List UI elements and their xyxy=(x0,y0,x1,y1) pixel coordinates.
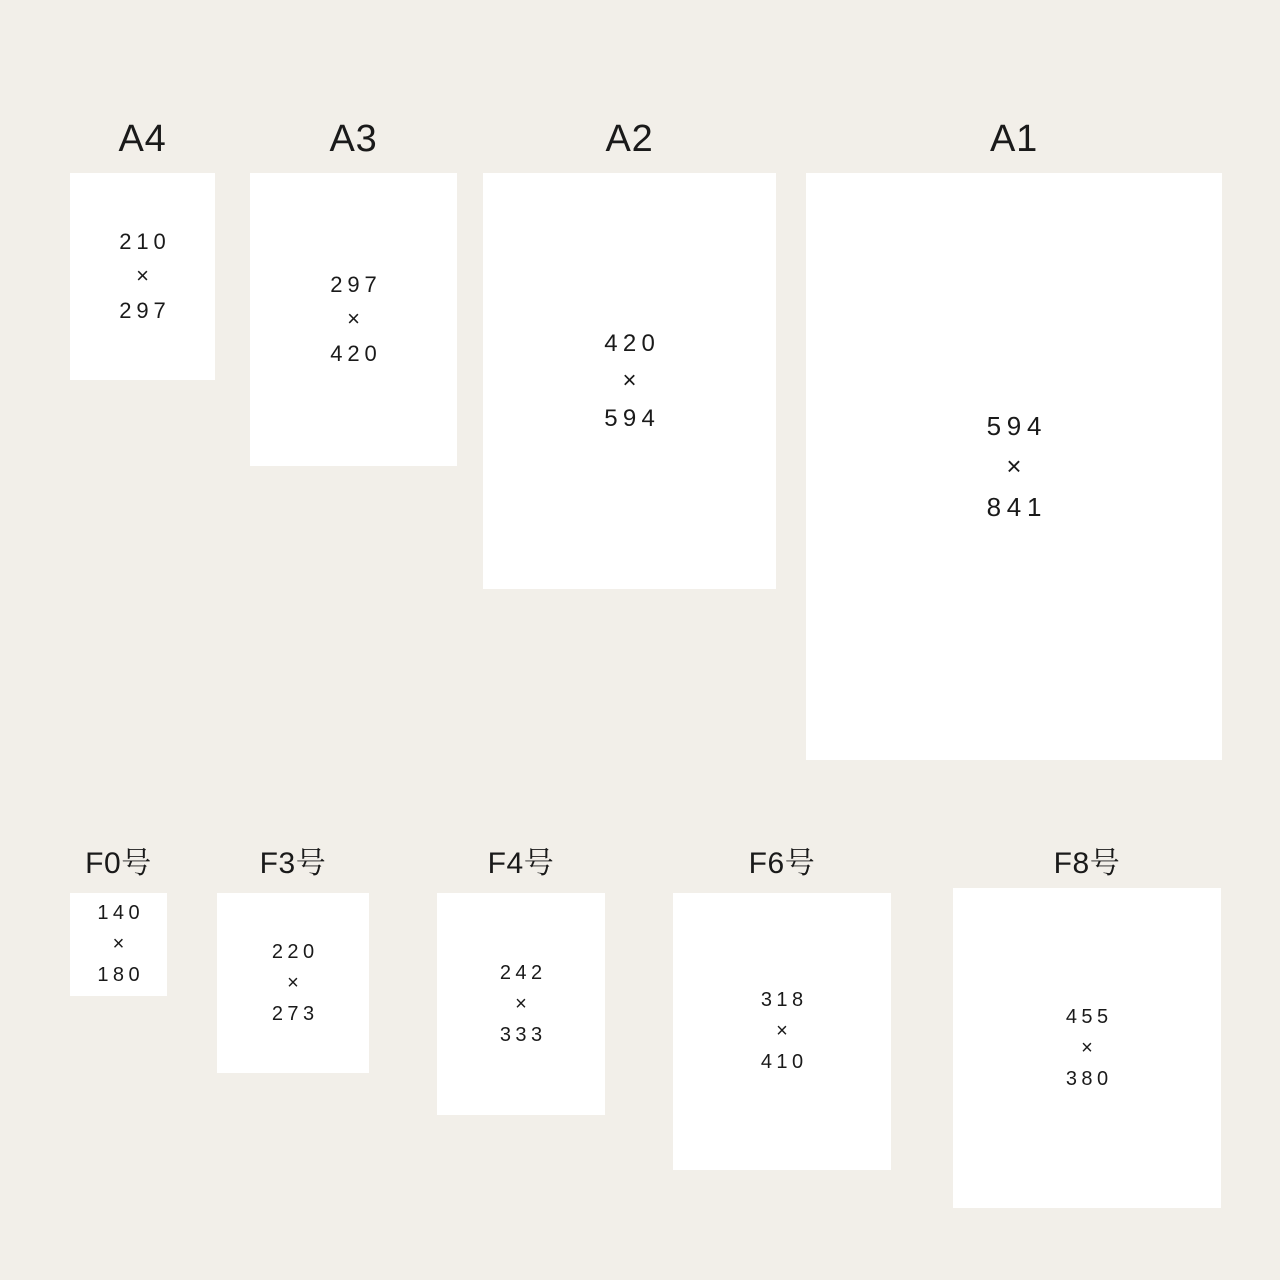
multiply-icon-f8: × xyxy=(1081,1036,1093,1059)
multiply-icon-f4: × xyxy=(515,992,527,1015)
paper-width-f3: 220 xyxy=(271,940,319,963)
paper-label-f4: F4号 xyxy=(487,847,555,880)
paper-height-a2: 594 xyxy=(604,404,661,432)
paper-height-a1: 841 xyxy=(986,491,1048,522)
multiply-icon-a1: × xyxy=(1006,451,1022,482)
paper-height-f0: 180 xyxy=(97,964,144,986)
multiply-icon-f3: × xyxy=(287,971,299,994)
paper-height-a4: 297 xyxy=(119,297,171,323)
multiply-icon-a4: × xyxy=(136,263,149,289)
paper-sheet-f3 xyxy=(217,893,369,1073)
paper-sheet-f4 xyxy=(437,893,605,1115)
paper-sheet-f8 xyxy=(953,888,1221,1208)
paper-width-a2: 420 xyxy=(604,330,661,358)
paper-label-a1: A1 xyxy=(990,118,1038,160)
paper-width-a1: 594 xyxy=(986,411,1048,442)
paper-label-f6: F6号 xyxy=(748,847,816,880)
paper-width-a4: 210 xyxy=(119,229,171,255)
paper-width-f6: 318 xyxy=(760,989,808,1011)
multiply-icon-a2: × xyxy=(622,367,637,395)
paper-height-f8: 380 xyxy=(1065,1067,1113,1090)
paper-label-f0: F0号 xyxy=(85,847,152,880)
paper-width-f4: 242 xyxy=(499,961,547,984)
paper-height-f6: 410 xyxy=(760,1051,808,1073)
paper-width-f8: 455 xyxy=(1065,1005,1113,1028)
paper-label-f3: F3号 xyxy=(259,847,327,880)
paper-width-a3: 297 xyxy=(330,272,382,298)
paper-label-a2: A2 xyxy=(605,118,654,160)
multiply-icon-a3: × xyxy=(347,306,360,332)
multiply-icon-f6: × xyxy=(776,1020,788,1042)
paper-width-f0: 140 xyxy=(97,902,144,924)
paper-height-a3: 420 xyxy=(330,340,382,366)
paper-sheet-f6 xyxy=(673,893,891,1170)
multiply-icon-f0: × xyxy=(112,933,125,955)
paper-sheet-f0 xyxy=(70,893,167,996)
paper-label-f8: F8号 xyxy=(1053,847,1121,880)
paper-label-a4: A4 xyxy=(118,118,167,160)
paper-height-f3: 273 xyxy=(271,1002,319,1025)
paper-label-a3: A3 xyxy=(329,118,378,160)
paper-height-f4: 333 xyxy=(499,1023,547,1046)
